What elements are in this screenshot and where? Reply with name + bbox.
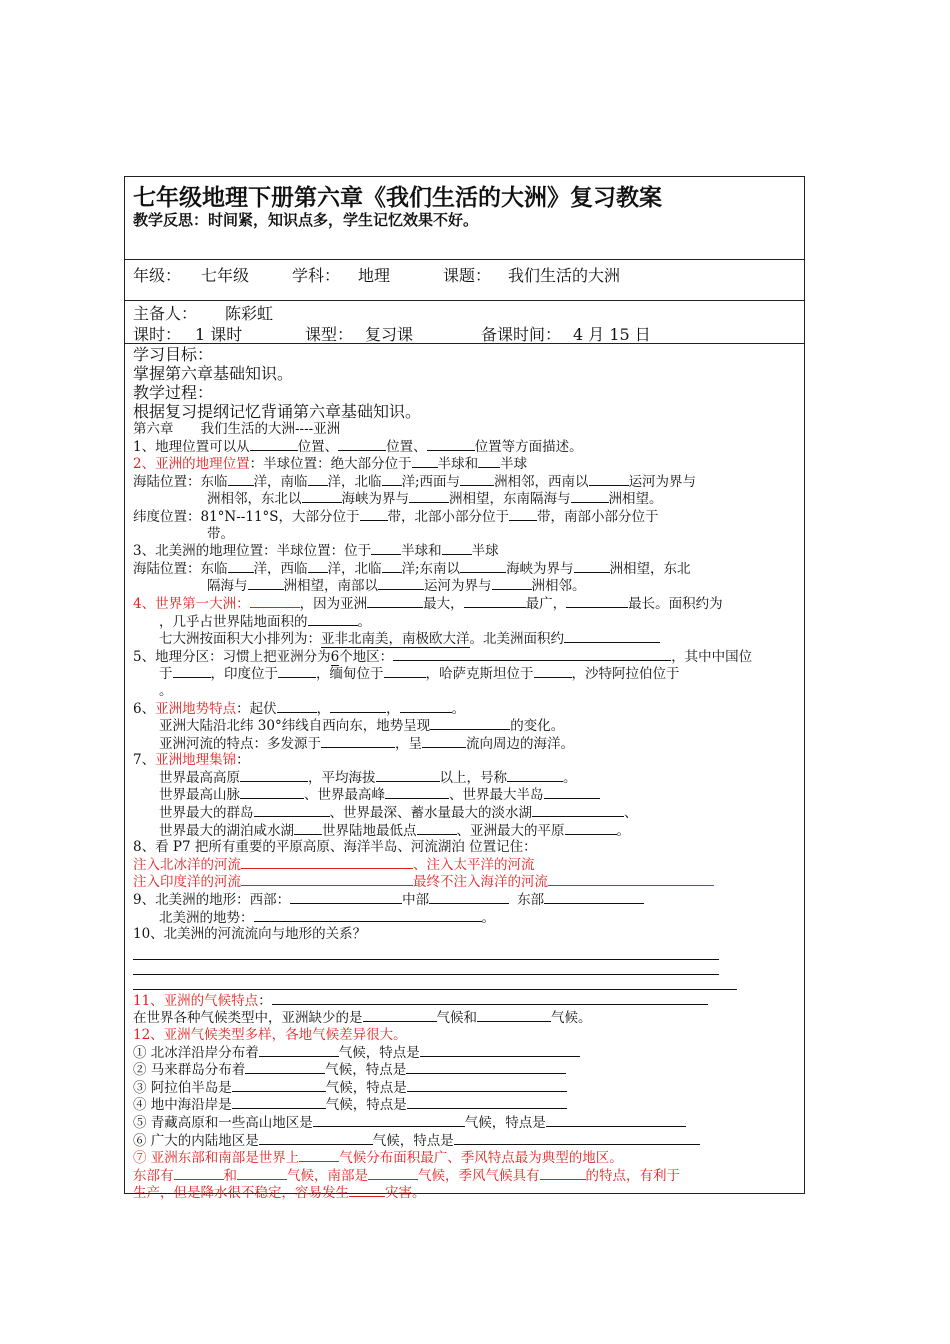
blank [232, 1096, 326, 1109]
subject-label: 学科： [292, 266, 341, 285]
blank [308, 560, 328, 573]
text: 纬度位置：81°N--11°S，大部分位于 [133, 508, 360, 525]
text: 半球 [471, 543, 499, 560]
text: 气候，特点是 [325, 1079, 407, 1096]
question-6 [133, 700, 798, 718]
text: 运河为界与 [628, 473, 697, 490]
text: 9、北美洲的地形：西部： [133, 892, 291, 909]
blank [460, 560, 506, 573]
text: ④ 地中海沿岸是 [133, 1097, 232, 1114]
text: 气候，季风气候具有 [418, 1167, 540, 1184]
blank [384, 665, 426, 678]
text: 、世界最深、蓄水量最大的淡水湖 [329, 805, 532, 822]
blank [589, 473, 629, 486]
blank [544, 891, 644, 904]
process-label: 教学过程： [133, 383, 214, 402]
text: ⑦ 亚洲东部和南部是世界上 [133, 1150, 300, 1167]
chapter-heading: 第六章 我们生活的大洲----亚洲 [133, 421, 341, 437]
blank [241, 873, 413, 886]
text: 、注入太平洋的河流 [413, 856, 535, 873]
climate-2 [133, 1061, 798, 1079]
blank [321, 735, 395, 748]
blank [492, 577, 532, 590]
blank [400, 700, 452, 713]
text: 亚非北南美，南极欧大洋 [321, 631, 470, 648]
text: 1、地理位置可以从 [133, 438, 250, 455]
text: 气候，特点是 [372, 1132, 454, 1149]
text: 最大， [423, 595, 464, 612]
question-11-missing [133, 1009, 798, 1027]
text: 海峡为界与 [341, 491, 409, 508]
text: 东部 [517, 892, 545, 909]
blank [548, 873, 714, 886]
text: 生产，但是降水很不稳定，容易发生 [133, 1185, 349, 1202]
question-2-sea [133, 473, 798, 491]
grade-value: 七年级 [201, 266, 250, 285]
blank [368, 1167, 418, 1180]
text: 亚洲河流的特点：多发源于 [159, 735, 321, 752]
grade-label: 年级： [133, 266, 182, 285]
text: 位置、 [386, 438, 427, 455]
text: 洋;东南以 [401, 560, 461, 577]
teaching-reflection: 教学反思：时间紧，知识点多，学生记忆效果不好。 [133, 211, 479, 229]
blank [259, 1044, 339, 1057]
question-6-rivers [133, 735, 798, 753]
text: 。 [451, 700, 466, 717]
text: 最广， [525, 595, 567, 612]
question-7-island [133, 804, 798, 822]
question-2-latitude [133, 508, 798, 526]
blank [254, 804, 330, 817]
text: 流向周边的海洋。 [466, 735, 574, 752]
blank [299, 1149, 339, 1162]
blank [393, 648, 671, 661]
text: ，因为亚洲 [299, 595, 368, 612]
text: 半球 [500, 456, 528, 473]
blank [313, 1114, 465, 1127]
text: 隔海与 [207, 578, 248, 595]
text: ， [316, 700, 331, 717]
question-8: 8、看 P7 把所有重要的平原高原、海洋半岛、河流湖泊 位置记住： [133, 839, 537, 856]
text: 海陆位置：东临 [133, 560, 228, 577]
blank [259, 1132, 373, 1145]
text: 4、 [133, 595, 156, 612]
text: 在世界各种气候类型中，亚洲缺少的是 [133, 1010, 363, 1027]
text: 、世界最大半岛 [449, 787, 544, 804]
text: 、世界最高峰 [304, 787, 385, 804]
text: 亚洲地势特点 [155, 700, 237, 717]
text: 带，北部小部分位于 [387, 508, 510, 525]
climate-3 [133, 1079, 798, 1097]
rivers-arctic-pacific [133, 856, 798, 874]
text: 中部 [402, 892, 430, 909]
monsoon-line-cont [133, 1184, 798, 1202]
blank [277, 700, 317, 713]
blank [464, 595, 526, 608]
text: 6、 [133, 700, 156, 717]
text: 气候，特点是 [325, 1062, 407, 1079]
text: 亚洲的地理位置 [155, 456, 250, 473]
blank [254, 909, 482, 922]
text: 半球和 [401, 543, 442, 560]
text: 洲相望，东北 [609, 560, 691, 577]
question-9 [133, 891, 798, 909]
answer-line [133, 960, 719, 975]
blank [378, 577, 424, 590]
blank [565, 822, 617, 835]
blank [407, 1079, 567, 1092]
blank [308, 473, 328, 486]
text: ，几乎占世界陆地面积的 [159, 613, 308, 630]
blank [509, 508, 537, 521]
text: ：起伏 [236, 700, 277, 717]
question-5-cont [133, 665, 798, 683]
text: ：半球位置：绝大部分位于 [249, 456, 412, 473]
text: 亚洲大陆沿北纬 30°纬线自西向东，地势呈现 [159, 718, 431, 735]
text: 气候，特点是 [325, 1097, 407, 1114]
question-2-sea-cont [133, 490, 798, 508]
text: ② 马来群岛分布着 [133, 1062, 246, 1079]
blank [385, 786, 449, 799]
process-text: 根据复习提纲记忆背诵第六章基础知识。 [133, 402, 422, 421]
blank [460, 473, 494, 486]
text: 亚洲的气候特点 [163, 992, 259, 1009]
climate-7 [133, 1149, 798, 1167]
text: 洋，南临 [253, 473, 308, 490]
text: 。北美洲面积约 [469, 631, 564, 648]
blank [407, 1096, 567, 1109]
topic-label: 课题： [443, 266, 492, 285]
monsoon-line [133, 1167, 798, 1185]
text: 气候，特点是 [338, 1044, 420, 1061]
text: 亚洲地理集锦 [155, 752, 237, 769]
text: 的变化。 [510, 718, 565, 735]
question-3-sea [133, 560, 798, 578]
text: ，印度位于 [210, 666, 278, 683]
blank [173, 665, 211, 678]
blank [544, 786, 600, 799]
date-value: 4 月 15 日 [573, 325, 651, 344]
text: 带，南部小部分位于 [537, 508, 659, 525]
blank [478, 455, 500, 468]
text: 半球和 [437, 456, 479, 473]
text: ： [236, 752, 250, 769]
text: ，哈萨克斯坦位于 [425, 666, 534, 683]
climate-5 [133, 1114, 798, 1132]
climate-4 [133, 1096, 798, 1114]
blank [420, 1044, 580, 1057]
type-label: 课型： [305, 325, 354, 344]
blank [232, 1079, 326, 1092]
blank [412, 455, 438, 468]
question-2-latitude-cont: 带。 [207, 525, 234, 542]
text: 最长。面积约为 [628, 595, 723, 612]
blank [174, 1167, 224, 1180]
question-5-end: 。 [159, 682, 173, 699]
question-7-plateau [133, 769, 798, 787]
question-7-lake [133, 822, 798, 840]
text: 12、 [133, 1027, 164, 1043]
blank [308, 613, 358, 626]
text: 洋，北临 [327, 473, 382, 490]
text: 世界陆地最低点 [322, 822, 417, 839]
blank [532, 804, 624, 817]
blank [367, 595, 423, 608]
rivers-indian-inland [133, 873, 798, 891]
question-4 [133, 595, 798, 613]
text: 世界最大的湖泊咸水湖 [159, 822, 294, 839]
text: 洋，西临 [253, 560, 308, 577]
question-9-elevation [133, 909, 798, 927]
blank [278, 665, 316, 678]
blank [534, 665, 572, 678]
text: 、亚洲最大的平原 [456, 822, 565, 839]
text: ⑥ 广大的内陆地区是 [133, 1132, 259, 1149]
blank [228, 560, 254, 573]
text: 气候。 [551, 1010, 592, 1027]
text: ，其中中国位 [671, 648, 753, 665]
hours-value: 1 课时 [195, 325, 243, 344]
text: 注入印度洋的河流 [133, 874, 241, 891]
topic-value: 我们生活的大洲 [508, 266, 621, 285]
text: 气候分布面积最广、季风特点最为典型的地区。 [339, 1150, 623, 1167]
hours-label: 课时： [133, 325, 182, 344]
blank [245, 1061, 325, 1074]
blank [422, 735, 466, 748]
blank [349, 1184, 385, 1197]
text: 3、北美洲的地理位置：半球位置：位于 [133, 543, 372, 560]
blank [371, 542, 401, 555]
text: 亚洲气候类型多样，各地气候差异很大。 [163, 1027, 407, 1043]
blank [338, 438, 386, 451]
goals-text: 掌握第六章基础知识。 [133, 364, 294, 383]
text: 。 [481, 909, 495, 926]
blank [571, 490, 609, 503]
page-title: 七年级地理下册第六章《我们生活的大洲》复习教案 [133, 185, 662, 211]
text: 北美洲的地势： [159, 909, 254, 926]
blank [477, 1009, 551, 1022]
question-3-sea-cont [133, 577, 798, 595]
text: 洋，北临 [327, 560, 382, 577]
text: 以上，号称 [439, 769, 507, 786]
text: 6 [330, 648, 340, 665]
text: 11、 [133, 992, 164, 1009]
text: 洋;西面与 [401, 473, 461, 490]
question-7-mountain [133, 786, 798, 804]
preparer-row [125, 300, 804, 344]
text: 洲相邻。 [531, 578, 586, 595]
text: ，沙特阿拉伯位于 [571, 666, 680, 683]
blank [241, 856, 413, 869]
blank [430, 717, 510, 730]
text: 海陆位置：东临 [133, 473, 228, 490]
climate-1 [133, 1044, 798, 1062]
question-6-terrain [133, 717, 798, 735]
text: 于 [159, 666, 173, 683]
blank [294, 822, 322, 835]
text: ，缅甸位于 [316, 666, 384, 683]
blank [240, 769, 308, 782]
blank [330, 700, 386, 713]
text: 气候，特点是 [464, 1114, 546, 1131]
text: ① 北冰洋沿岸分布着 [133, 1044, 259, 1061]
question-12 [133, 1027, 798, 1044]
text: 七大洲按面积大小排列为： [159, 631, 321, 648]
text: 洲相邻，东北以 [207, 491, 302, 508]
blank [566, 595, 628, 608]
blank [540, 1167, 586, 1180]
text: 2、 [133, 456, 156, 473]
blank [546, 1114, 686, 1127]
date-label: 备课时间： [481, 325, 562, 344]
preparer-label: 主备人： [133, 304, 198, 323]
text: ： [258, 992, 272, 1009]
question-7 [133, 752, 798, 769]
answer-line [133, 945, 719, 960]
title-row [125, 177, 804, 260]
blank [360, 508, 388, 521]
answer-line [133, 975, 737, 990]
text: 洲相望，南部以 [283, 578, 378, 595]
continents-ranking [133, 630, 798, 648]
text: 洲相邻，西南以 [494, 473, 589, 490]
lesson-plan-table [124, 176, 805, 1202]
text: 东部有 [133, 1167, 174, 1184]
blank [240, 786, 304, 799]
text: 个地区： [339, 648, 394, 665]
text: 。 [616, 822, 630, 839]
blank [574, 560, 610, 573]
blank [382, 473, 402, 486]
text: 洲相望。 [608, 491, 663, 508]
question-3 [133, 542, 798, 560]
text: ，呈 [395, 735, 422, 752]
blank [564, 630, 660, 643]
text: 的特点，有利于 [585, 1167, 680, 1184]
text: 灾害。 [385, 1185, 426, 1202]
blank [429, 891, 509, 904]
text: ⑤ 青藏高原和一些高山地区是 [133, 1114, 313, 1131]
text: 和 [223, 1167, 237, 1184]
text: 位置、 [297, 438, 339, 455]
blank [248, 577, 284, 590]
text: 气候，南部是 [287, 1167, 368, 1184]
subject-value: 地理 [358, 266, 391, 285]
question-4-cont [133, 613, 798, 631]
text: 洲相望，东南隔海与 [449, 491, 571, 508]
text: 。 [357, 613, 371, 630]
blank [363, 1009, 437, 1022]
text: 位置等方面描述。 [474, 438, 583, 455]
text: 世界第一大洲： [155, 595, 250, 612]
question-11 [133, 992, 798, 1010]
question-5 [133, 648, 798, 666]
text: 、 [624, 805, 638, 822]
course-info-row [125, 259, 804, 301]
blank [290, 891, 402, 904]
blank [406, 1061, 566, 1074]
blank [237, 1167, 287, 1180]
lesson-content [133, 345, 798, 1202]
text: 世界最高山脉 [159, 787, 240, 804]
blank [507, 769, 563, 782]
question-2 [133, 455, 798, 473]
blank [442, 542, 472, 555]
text: 7、 [133, 752, 156, 769]
question-10: 10、北美洲的河流流向与地形的关系？ [133, 926, 367, 943]
blank [417, 822, 457, 835]
goals-label: 学习目标： [133, 345, 214, 364]
text: 5、地理分区：习惯上把亚洲分为 [133, 648, 331, 665]
blank [272, 992, 708, 1005]
blank [427, 438, 475, 451]
blank [382, 560, 402, 573]
text: 运河为界与 [424, 578, 492, 595]
blank [376, 769, 440, 782]
text: 世界最大的群岛 [159, 805, 254, 822]
text: 海峡为界与 [506, 560, 574, 577]
text: 气候和 [436, 1010, 477, 1027]
text: ③ 阿拉伯半岛是 [133, 1079, 232, 1096]
preparer-value: 陈彩虹 [225, 304, 274, 323]
text: ，平均海拔 [308, 769, 376, 786]
blank [454, 1132, 700, 1145]
text: ， [386, 700, 400, 717]
blank [302, 490, 342, 503]
text: 注入北冰洋的河流 [133, 856, 241, 873]
text: 最终不注入海洋的河流 [413, 874, 548, 891]
type-value: 复习课 [365, 325, 414, 344]
climate-6 [133, 1132, 798, 1150]
question-1 [133, 438, 798, 456]
blank [250, 595, 300, 608]
blank [250, 438, 298, 451]
text: 世界最高高原 [159, 769, 240, 786]
blank [409, 490, 449, 503]
text: 。 [563, 769, 577, 786]
blank [228, 473, 254, 486]
